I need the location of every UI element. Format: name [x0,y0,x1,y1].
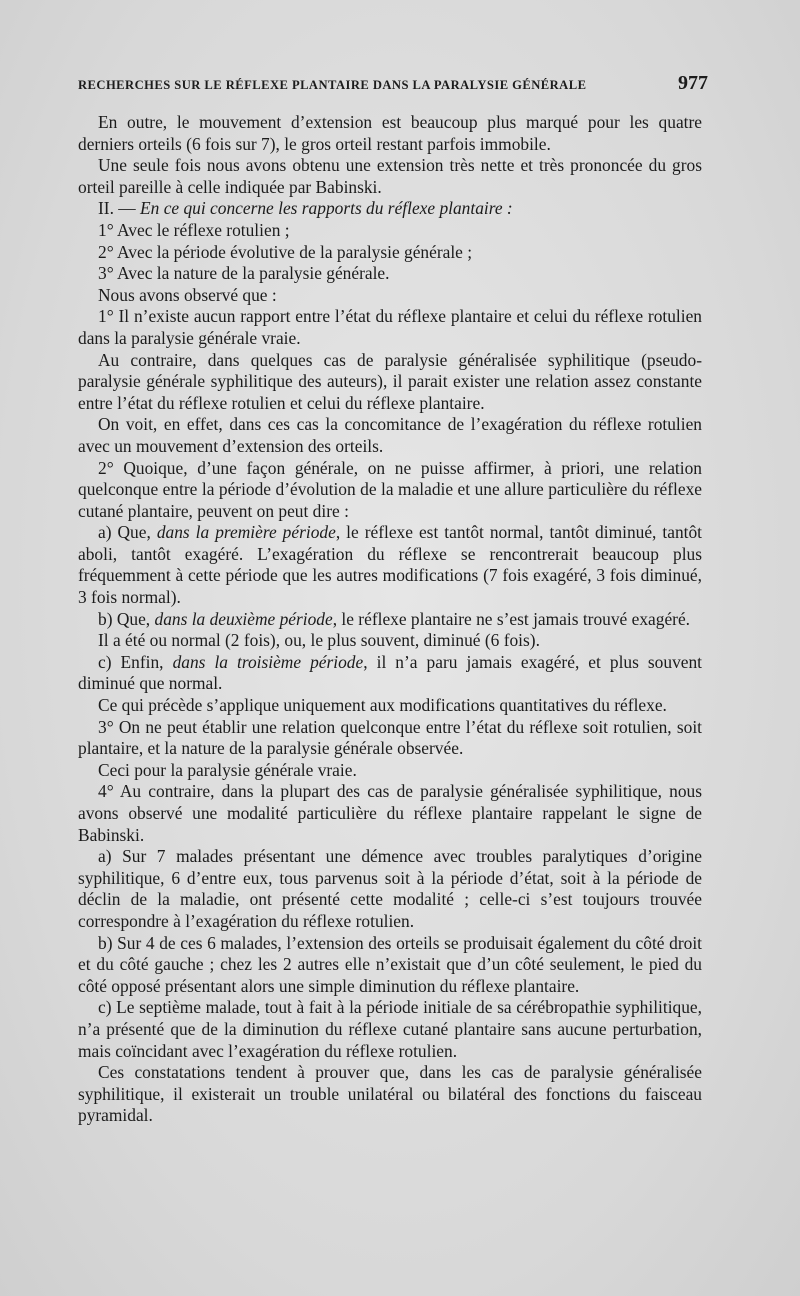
section-heading: II. — En ce qui concerne les rapports du réflexe plantaire : [98,198,513,219]
paragraph: On voit, en effet, dans ces cas la concomitance de l’exagération du réflexe rotulien avec un mouvement d’extension des orteils. [78,414,702,456]
paragraph: 3° On ne peut établir une relation quelconque entre l’état du réflexe soit rotulien, soit plantaire, et la nature de la paralysie générale observée. [78,716,702,759]
paragraph: 4° Au contraire, dans la plupart des cas de paralysie généralisée syphilitique, nous avons observé une modalité particulière du réflexe plantaire rappelant le signe de Babinski. [78,781,702,845]
paragraph: b) Sur 4 de ces 6 malades, l’extension des orteils se produisait également du côté droit et du côté gauche ; chez les 2 autres elle n’existait que d’un côté seulement, le pied du côté opposé présentant alors une simple diminution du réflexe plantaire. [78,932,702,996]
page-header [78,72,708,102]
paragraph: Au contraire, dans quelques cas de paralysie généralisée syphilitique (pseudo-paralysie générale syphilitique des auteurs), il parait exister une relation assez constante entre l’état du réflexe rotulien et celui du réflexe plantaire. [78,349,702,413]
list-item: 3° Avec la nature de la paralysie générale. [98,263,390,284]
list-item: 2° Avec la période évolutive de la paralysie générale ; [98,241,473,262]
page-number: 977 [678,72,708,94]
paragraph: a) Que, dans la première période, le réflexe est tantôt normal, tantôt diminué, tantôt aboli, tantôt exagéré. L’exagération du réflexe se rencontrerait beaucoup plus fréquemment à cette période que les autres modifications (7 fois exagéré, 3 fois diminué, 3 fois normal). [78,522,703,608]
list-item: 1° Avec le réflexe rotulien ; [98,219,290,240]
paragraph: Ce qui précède s’applique uniquement aux modifications quantitatives du réflexe. [98,695,667,716]
paragraph: 1° Il n’existe aucun rapport entre l’état du réflexe plantaire et celui du réflexe rotulien dans la paralysie générale vraie. [78,306,702,348]
paragraph: c) Le septième malade, tout à fait à la période initiale de sa cérébropathie syphilitique, n’a présenté que de la diminution du réflexe cutané plantaire sans aucune perturbation, mais coïncidant avec l’exagération du réflexe rotulien. [78,997,702,1061]
paragraph: a) Sur 7 malades présentant une démence avec troubles paralytiques d’origine syphilitique, 6 d’entre eux, tous parvenus soit à la période d’état, soit à la période de déclin de la maladie, ont présenté cette modalité ; celle-ci s’est toujours trouvée correspondre à l’exagération du réflexe rotulien. [78,846,702,931]
paragraph: Ces constatations tendent à prouver que, dans les cas de paralysie généralisée syphilitique, il existerait un trouble unilatéral ou bilatéral des fonctions du faisceau pyramidal. [78,1062,702,1126]
paragraph: 2° Quoique, d’une façon générale, on ne puisse affirmer, à priori, une relation quelconque entre la période d’évolution de la maladie et une allure particulière du réflexe cutané plantaire, peuvent on peut dire : [78,457,702,521]
paragraph: Une seule fois nous avons obtenu une extension très nette et très prononcée du gros orteil pareille à celle indiquée par Babinski. [78,155,702,197]
paragraph: b) Que, dans la deuxième période, le réflexe plantaire ne s’est jamais trouvé exagéré. [98,608,691,629]
paragraph: En outre, le mouvement d’extension est beaucoup plus marqué pour les quatre derniers orteils (6 fois sur 7), le gros orteil restant parfois immobile. [78,112,702,154]
paragraph: c) Enfin, dans la troisième période, il n’a paru jamais exagéré, et plus souvent diminué que normal. [78,651,703,694]
paragraph: Il a été ou normal (2 fois), ou, le plus souvent, diminué (6 fois). [98,630,540,651]
paragraph: Ceci pour la paralysie générale vraie. [98,759,357,780]
running-title: RECHERCHES SUR LE RÉFLEXE PLANTAIRE DANS LA PARALYSIE GÉNÉRALE [78,78,587,92]
paragraph: Nous avons observé que : [98,284,277,305]
body-text [78,112,702,1127]
